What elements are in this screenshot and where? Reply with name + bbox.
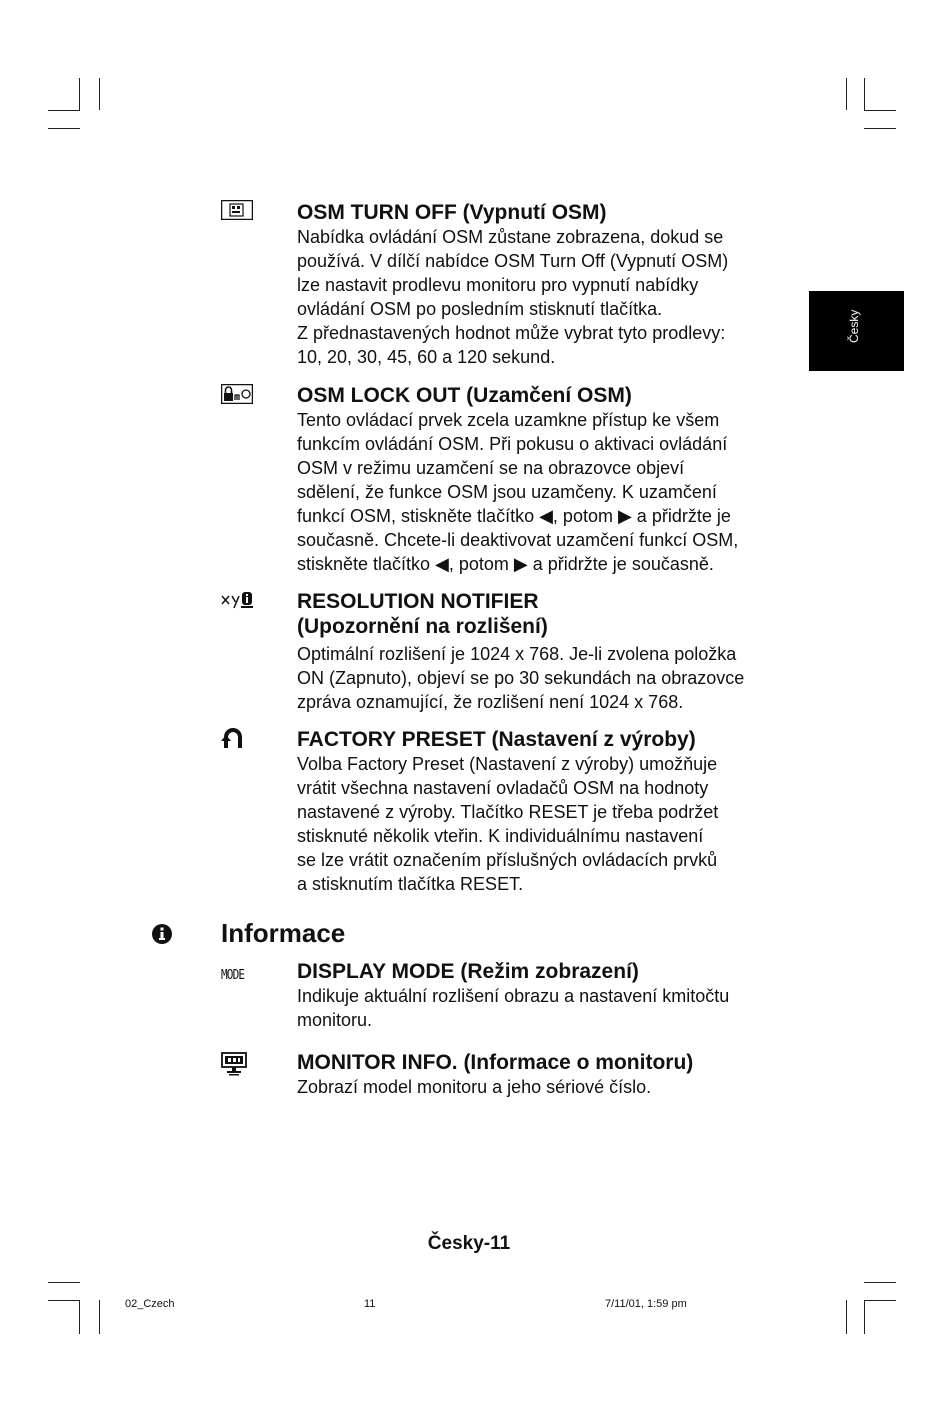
section-title-line2: (Upozornění na rozlišení)	[297, 615, 548, 638]
crop-mark	[864, 78, 865, 110]
page-number: Česky-11	[427, 1233, 511, 1254]
section-body: Nabídka ovládání OSM zůstane zobrazena, dokud se používá. V dílčí nabídce OSM Turn Off (Vypnutí OSM) lze nastavit prodlevu monitoru pro vypnutí nabídky ovládání OSM po posledním stisknutí tlačítka. Z přednastavených hodnot může vybrat tyto prodlevy: 10, 20, 30, 45, 60 a 120 sekund.	[297, 227, 729, 367]
factory-preset-icon	[221, 728, 245, 750]
section-title: OSM LOCK OUT (Uzamčení OSM)	[297, 384, 632, 407]
slug-page: 11	[364, 1298, 376, 1310]
crop-mark	[48, 110, 80, 111]
crop-mark	[846, 1300, 847, 1334]
slug-file: 02_Czech	[125, 1298, 175, 1310]
section-body: Zobrazí model monitoru a jeho sériové číslo.	[297, 1077, 652, 1097]
informace-heading: Informace	[221, 918, 346, 948]
resolution-notifier-icon	[221, 590, 255, 610]
crop-mark	[48, 128, 80, 129]
language-tab-label: Česky	[847, 309, 861, 343]
crop-mark	[48, 1282, 80, 1283]
crop-mark	[99, 78, 100, 110]
section-body: Volba Factory Preset (Nastavení z výroby) umožňuje vrátit všechna nastavení ovladačů OSM na hodnoty nastavené z výroby. Tlačítko RESET je třeba podržet stisknuté několik vteřin. K individuálnímu nastavení se lze vrátit označením příslušných ovládacích prvků a stisknutím tlačítka RESET.	[297, 754, 719, 894]
section-title: OSM TURN OFF (Vypnutí OSM)	[297, 201, 607, 224]
display-mode-icon	[221, 966, 248, 984]
crop-mark	[79, 1300, 80, 1334]
crop-mark	[864, 1300, 896, 1301]
section-body: Tento ovládací prvek zcela uzamkne přístup ke všem funkcím ovládání OSM. Při pokusu o aktivaci ovládání OSM v režimu uzamčení se na obrazovce objeví sdělení, že funkce OSM jsou uzamčeny. K uzamčení funkcí OSM, stiskněte tlačítko ◀, potom ▶ a přidržte je současně. Chcete-li deaktivovat uzamčení funkcí OSM, stiskněte tlačítko ◀, potom ▶ a přidržte je současně.	[297, 410, 739, 574]
osm-lock-out-icon	[221, 384, 253, 404]
section-title: MONITOR INFO. (Informace o monitoru)	[297, 1051, 694, 1074]
crop-mark	[79, 78, 80, 110]
crop-mark	[99, 1300, 100, 1334]
section-osm-lock-out	[297, 383, 797, 576]
crop-mark	[864, 128, 896, 129]
section-title-line1: RESOLUTION NOTIFIER	[297, 590, 539, 613]
section-title: FACTORY PRESET (Nastavení z výroby)	[297, 728, 696, 751]
section-body: Indikuje aktuální rozlišení obrazu a nastavení kmitočtu monitoru.	[297, 986, 730, 1030]
section-title: DISPLAY MODE (Režim zobrazení)	[297, 960, 639, 983]
crop-mark	[864, 110, 896, 111]
crop-mark	[846, 78, 847, 110]
crop-mark	[864, 1300, 865, 1334]
osm-turn-off-icon	[221, 200, 253, 220]
section-factory-preset	[297, 727, 797, 896]
info-icon	[152, 924, 172, 949]
section-osm-turn-off	[297, 200, 797, 369]
section-monitor-info	[297, 1050, 797, 1099]
section-display-mode	[297, 959, 797, 1032]
crop-mark	[864, 1282, 896, 1283]
slug-date: 7/11/01, 1:59 pm	[605, 1298, 687, 1310]
display-mode-icon-text: MODE	[221, 968, 245, 983]
monitor-info-icon	[221, 1052, 247, 1076]
section-resolution-notifier	[297, 589, 797, 714]
crop-mark	[48, 1300, 80, 1301]
language-tab	[809, 291, 904, 371]
section-body: Optimální rozlišení je 1024 x 768. Je-li zvolena položka ON (Zapnuto), objeví se po 30 sekundách na obrazovce zpráva oznamující, že rozlišení není 1024 x 768.	[297, 644, 745, 712]
